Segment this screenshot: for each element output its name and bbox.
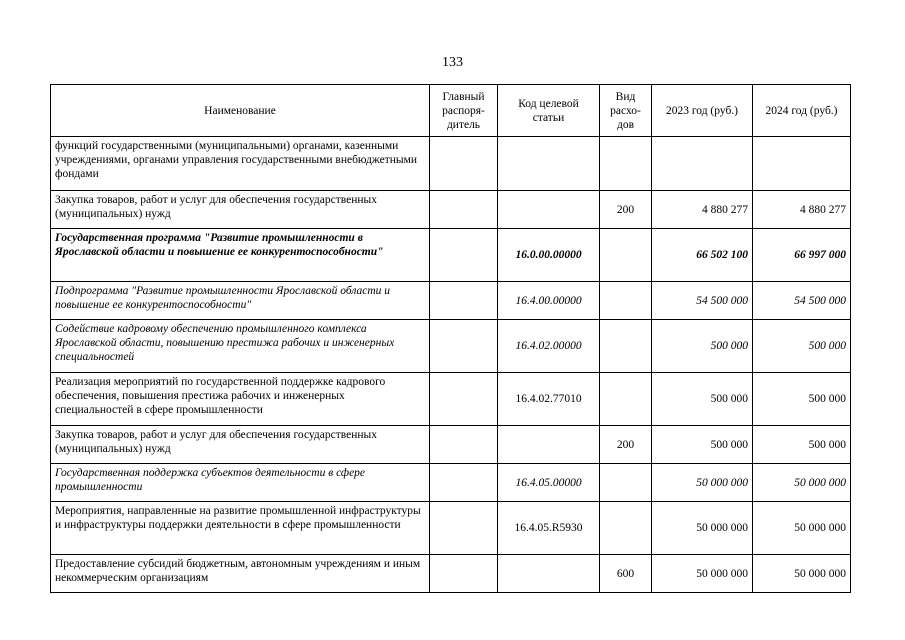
cell-2024: 500 000: [753, 373, 851, 426]
cell-vid: [600, 373, 652, 426]
cell-name: Подпрограмма "Развитие промышленности Ярославской области и повышение ее конкурентоспособности": [51, 282, 430, 320]
cell-name: Государственная программа "Развитие промышленности в Ярославской области и повышение ее конкурентоспособности": [51, 229, 430, 282]
header-2024: 2024 год (руб.): [753, 85, 851, 137]
table-row: [51, 555, 851, 593]
cell-vid: [600, 282, 652, 320]
cell-vid: 200: [600, 426, 652, 464]
cell-admin: [430, 229, 498, 282]
cell-2024: 50 000 000: [753, 555, 851, 593]
cell-2024: 500 000: [753, 426, 851, 464]
cell-code: [498, 555, 600, 593]
cell-2024: [753, 137, 851, 191]
header-2023: 2023 год (руб.): [652, 85, 753, 137]
cell-2024: 50 000 000: [753, 464, 851, 502]
header-code: Код целевой статьи: [498, 85, 600, 137]
cell-name: Реализация мероприятий по государственной поддержке кадрового обеспечения, повышения престижа рабочих и инженерных специальностей в сфере промышленности: [51, 373, 430, 426]
cell-code: 16.4.00.00000: [498, 282, 600, 320]
cell-2023: 500 000: [652, 373, 753, 426]
table-row: [51, 282, 851, 320]
header-admin: Главный распоря-дитель: [430, 85, 498, 137]
cell-vid: 600: [600, 555, 652, 593]
cell-admin: [430, 502, 498, 555]
cell-vid: 200: [600, 191, 652, 229]
cell-name: функций государственными (муниципальными) органами, казенными учреждениями, органами управления государственными внебюджетными фондами: [51, 137, 430, 191]
table-row: [51, 191, 851, 229]
cell-code: 16.4.02.77010: [498, 373, 600, 426]
cell-name: Мероприятия, направленные на развитие промышленной инфраструктуры и инфраструктуры поддержки деятельности в сфере промышленности: [51, 502, 430, 555]
cell-2023: 50 000 000: [652, 502, 753, 555]
table-row: [51, 320, 851, 373]
cell-2024: 66 997 000: [753, 229, 851, 282]
cell-admin: [430, 464, 498, 502]
cell-2023: 500 000: [652, 320, 753, 373]
table-row: [51, 426, 851, 464]
cell-code: 16.4.05.R5930: [498, 502, 600, 555]
cell-admin: [430, 373, 498, 426]
table-row: [51, 464, 851, 502]
cell-name: Государственная поддержка субъектов деятельности в сфере промышленности: [51, 464, 430, 502]
cell-2023: 66 502 100: [652, 229, 753, 282]
table-header-row: [51, 85, 851, 137]
cell-admin: [430, 282, 498, 320]
cell-admin: [430, 137, 498, 191]
cell-name: Закупка товаров, работ и услуг для обеспечения государственных (муниципальных) нужд: [51, 191, 430, 229]
cell-2023: 50 000 000: [652, 555, 753, 593]
table-row: [51, 373, 851, 426]
cell-code: 16.4.05.00000: [498, 464, 600, 502]
cell-2024: 4 880 277: [753, 191, 851, 229]
cell-2023: 54 500 000: [652, 282, 753, 320]
cell-admin: [430, 555, 498, 593]
cell-code: [498, 137, 600, 191]
page-number: 133: [442, 55, 463, 70]
cell-code: 16.0.00.00000: [498, 229, 600, 282]
cell-vid: [600, 464, 652, 502]
cell-name: Предоставление субсидий бюджетным, автономным учреждениям и иным некоммерческим организациям: [51, 555, 430, 593]
cell-name: Закупка товаров, работ и услуг для обеспечения государственных (муниципальных) нужд: [51, 426, 430, 464]
cell-admin: [430, 320, 498, 373]
table-body: [51, 137, 851, 593]
cell-code: [498, 191, 600, 229]
cell-vid: [600, 229, 652, 282]
cell-2024: 50 000 000: [753, 502, 851, 555]
cell-name: Содействие кадровому обеспечению промышленного комплекса Ярославской области, повышению престижа рабочих и инженерных специальностей: [51, 320, 430, 373]
table-row: [51, 502, 851, 555]
cell-2023: 500 000: [652, 426, 753, 464]
cell-2024: 500 000: [753, 320, 851, 373]
cell-code: 16.4.02.00000: [498, 320, 600, 373]
header-vid: Вид расхо-дов: [600, 85, 652, 137]
cell-2024: 54 500 000: [753, 282, 851, 320]
budget-table: [50, 84, 851, 593]
header-name: Наименование: [51, 85, 430, 137]
cell-2023: 4 880 277: [652, 191, 753, 229]
cell-admin: [430, 426, 498, 464]
table-row: [51, 229, 851, 282]
cell-2023: 50 000 000: [652, 464, 753, 502]
cell-code: [498, 426, 600, 464]
cell-2023: [652, 137, 753, 191]
cell-vid: [600, 502, 652, 555]
cell-admin: [430, 191, 498, 229]
cell-vid: [600, 320, 652, 373]
cell-vid: [600, 137, 652, 191]
table-row: [51, 137, 851, 191]
